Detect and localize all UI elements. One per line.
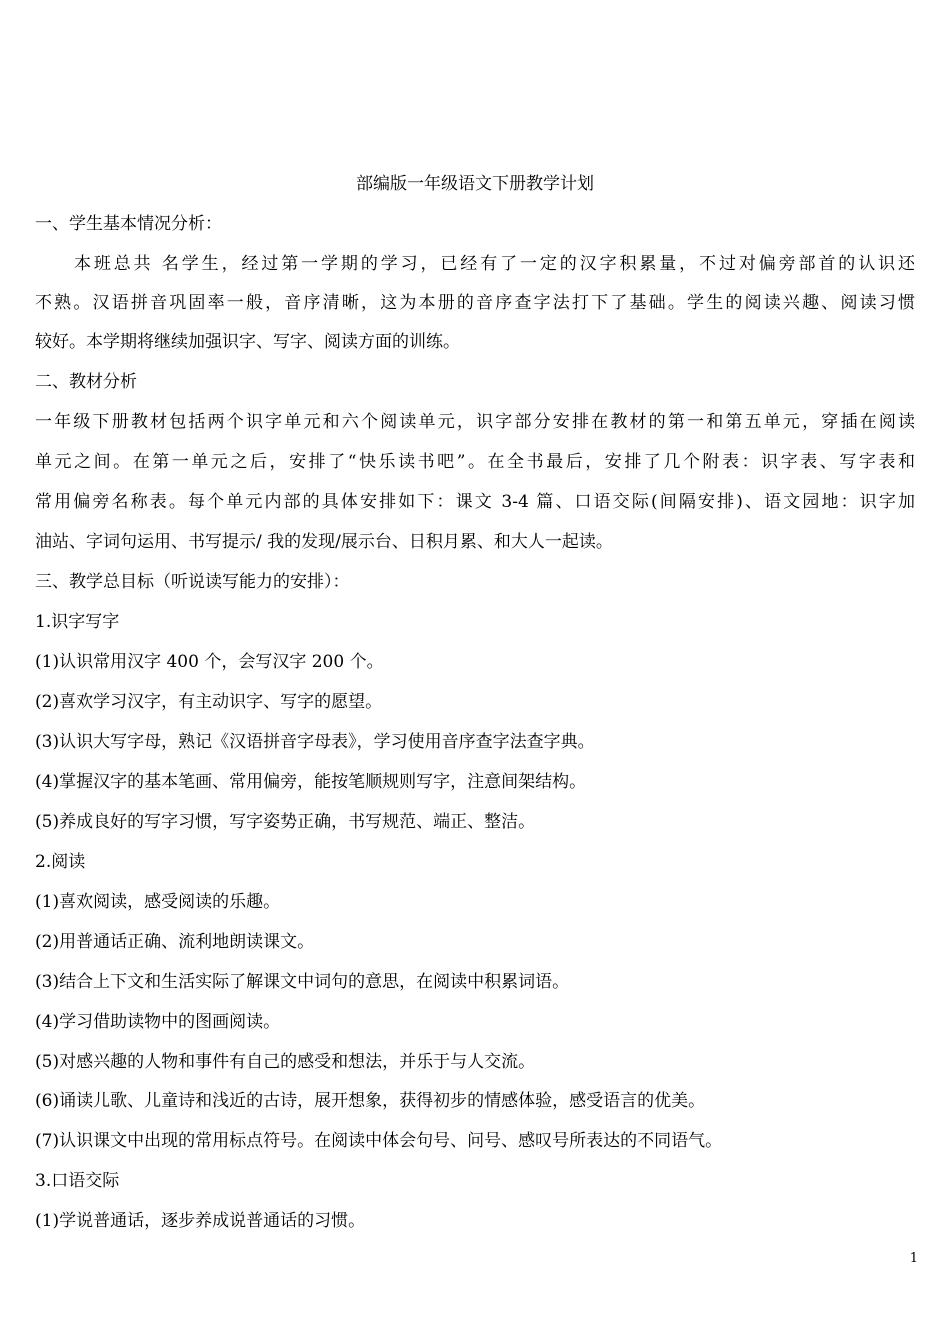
document-title: 部编版一年级语文下册教学计划 <box>356 174 594 194</box>
paragraph-line: 一年级下册教材包括两个识字单元和六个阅读单元，识字部分安排在教材的第一和第五单元，穿插在阅读 <box>35 412 915 432</box>
list-item: (5)对感兴趣的人物和事件有自己的感受和想法，并乐于与人交流。 <box>35 1052 536 1072</box>
list-item: (1)认识常用汉字 400 个，会写汉字 200 个。 <box>35 652 384 672</box>
section-heading-textbook-analysis: 二、教材分析 <box>35 372 137 392</box>
list-item: (2)喜欢学习汉字，有主动识字、写字的愿望。 <box>35 692 383 712</box>
paragraph-line: 单元之间。在第一单元之后，安排了“快乐读书吧”。在全书最后，安排了几个附表：识字表、写字表和 <box>35 452 915 472</box>
list-item: (6)诵读儿歌、儿童诗和浅近的古诗，展开想象，获得初步的情感体验，感受语言的优美。 <box>35 1091 706 1111</box>
subheading-literacy-writing: 1.识字写字 <box>35 612 120 632</box>
list-item: (5)养成良好的写字习惯，写字姿势正确，书写规范、端正、整洁。 <box>35 812 536 832</box>
subheading-reading: 2.阅读 <box>35 852 86 872</box>
section-heading-teaching-goals: 三、教学总目标（听说读写能力的安排）： <box>35 572 350 592</box>
section-heading-student-analysis: 一、学生基本情况分析： <box>35 214 222 234</box>
list-item: (1)学说普通话，逐步养成说普通话的习惯。 <box>35 1211 366 1231</box>
paragraph-line: 本班总共 名学生，经过第一学期的学习，已经有了一定的汉字积累量，不过对偏旁部首的认识还 <box>74 254 915 274</box>
paragraph-line: 油站、字词句运用、书写提示/ 我的发现/展示台、日积月累、和大人一起读。 <box>35 532 613 552</box>
paragraph-line: 常用偏旁名称表。每个单元内部的具体安排如下：课文 3-4 篇、口语交际(间隔安排)、语文园地：识字加 <box>35 492 915 512</box>
paragraph-line: 不熟。汉语拼音巩固率一般，音序清晰，这为本册的音序查字法打下了基础。学生的阅读兴趣、阅读习惯 <box>35 293 915 313</box>
list-item: (1)喜欢阅读，感受阅读的乐趣。 <box>35 892 281 912</box>
list-item: (2)用普通话正确、流利地朗读课文。 <box>35 932 315 952</box>
list-item: (3)结合上下文和生活实际了解课文中词句的意思，在阅读中积累词语。 <box>35 972 570 992</box>
list-item: (4)掌握汉字的基本笔画、常用偏旁，能按笔顺规则写字，注意间架结构。 <box>35 772 587 792</box>
list-item: (4)学习借助读物中的图画阅读。 <box>35 1012 281 1032</box>
list-item: (3)认识大写字母，熟记《汉语拼音字母表》，学习使用音序查字法查字典。 <box>35 732 595 752</box>
subheading-oral-communication: 3.口语交际 <box>35 1171 120 1191</box>
paragraph-line: 较好。本学期将继续加强识字、写字、阅读方面的训练。 <box>35 332 460 352</box>
list-item: (7)认识课文中出现的常用标点符号。在阅读中体会句号、问号、感叹号所表达的不同语气。 <box>35 1131 723 1151</box>
page-number: 1 <box>909 1251 918 1266</box>
